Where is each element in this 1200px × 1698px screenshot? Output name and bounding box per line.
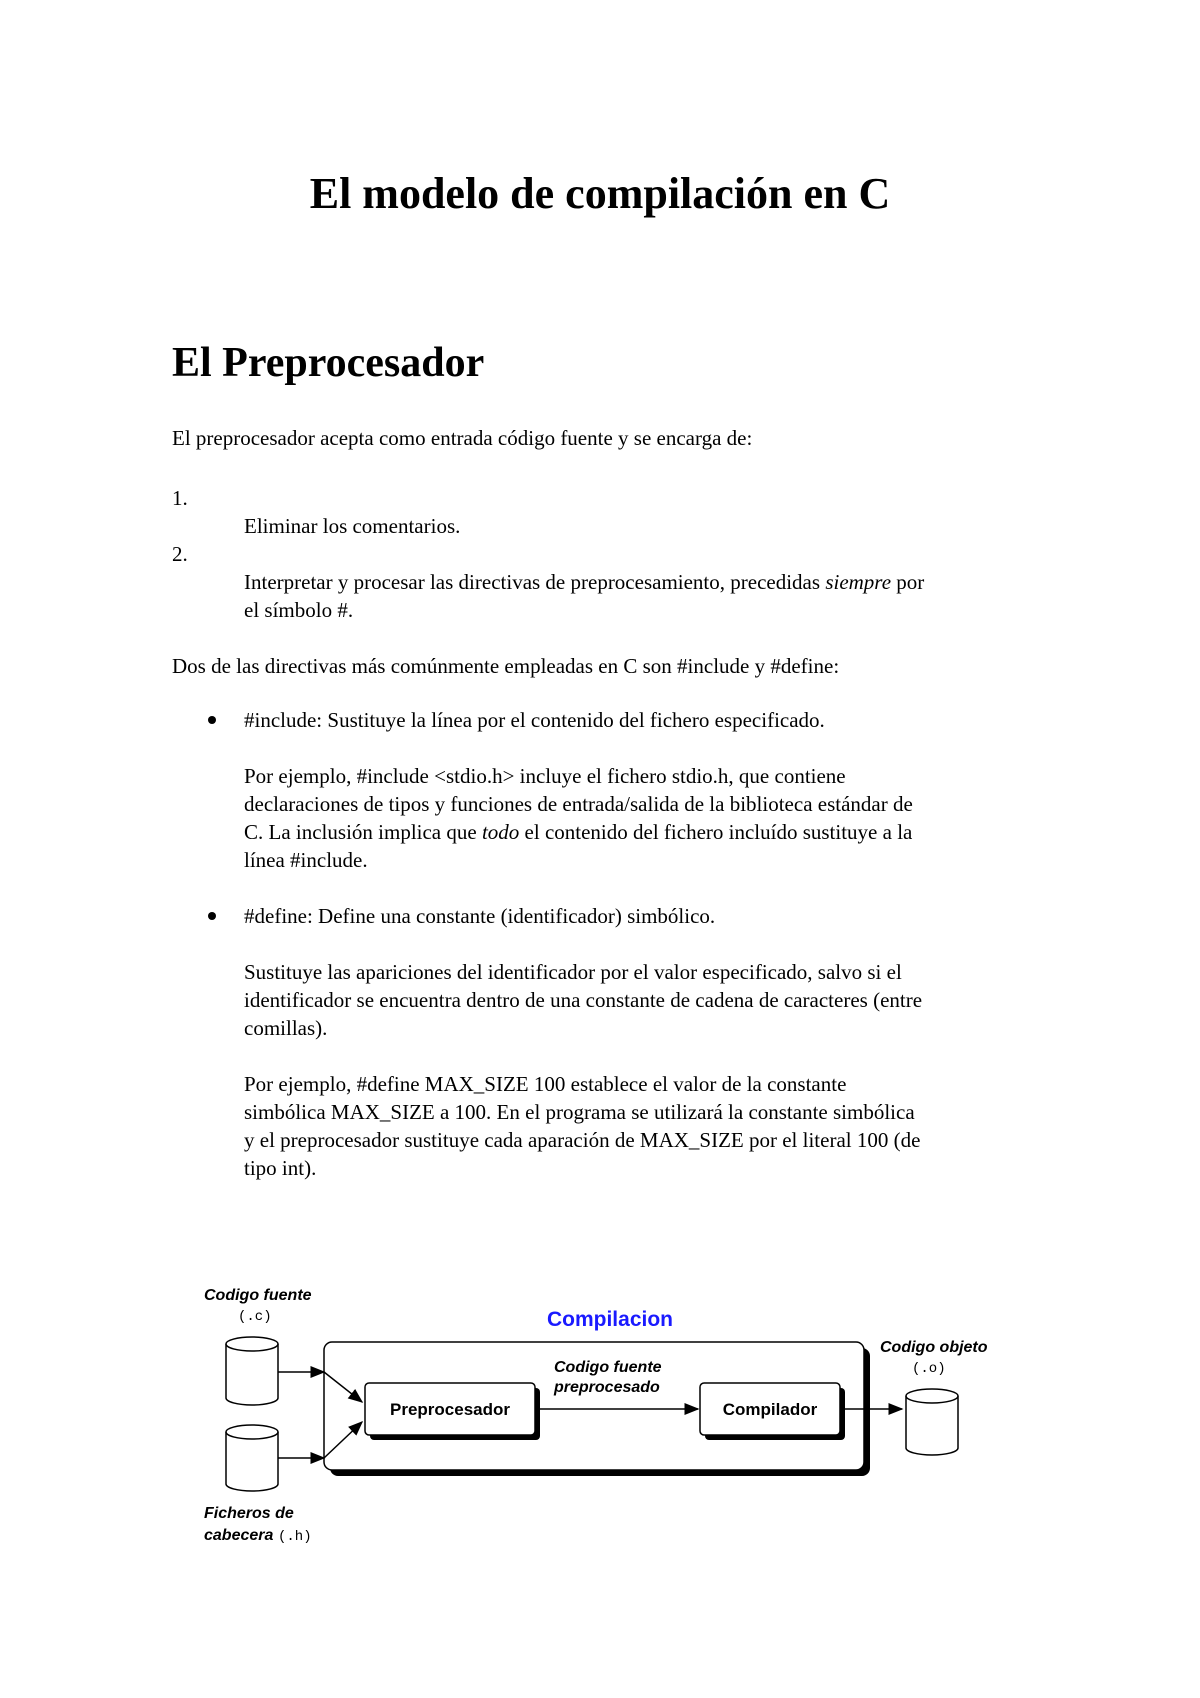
bullet-include — [208, 716, 216, 724]
intro-paragraph: El preprocesador acepta como entrada código fuente y se encarga de: — [172, 426, 753, 450]
list-number-1: 1. — [172, 486, 188, 510]
include-example-line1: Por ejemplo, #include <stdio.h> incluye el fichero stdio.h, que contiene — [244, 764, 846, 788]
list-item-2-line2: el símbolo #. — [244, 598, 354, 622]
list-number-2: 2. — [172, 542, 188, 566]
preprocessor-label: Preprocesador — [390, 1400, 510, 1419]
preprocessed-label-line1: Codigo fuente — [554, 1359, 662, 1376]
include-example-line4: línea #include. — [244, 848, 368, 872]
preprocessed-label-line2: preprocesado — [554, 1379, 660, 1396]
headers-label-line1: Ficheros de — [204, 1505, 294, 1522]
define-line: #define: Define una constante (identificador) simbólico. — [244, 904, 716, 928]
list-item-1: Eliminar los comentarios. — [244, 514, 461, 538]
define-example-line2: simbólica MAX_SIZE a 100. En el programa se utilizará la constante simbólica — [244, 1100, 915, 1124]
define-desc-line2: identificador se encuentra dentro de una constante de cadena de caracteres (entre — [244, 988, 923, 1012]
define-example-line4: tipo int). — [244, 1156, 317, 1180]
page-title: El modelo de compilación en C — [309, 169, 891, 218]
source-label: Codigo fuente — [204, 1287, 312, 1304]
headers-extension: (.h) — [278, 1529, 312, 1545]
include-line3-a: C. La inclusión implica que — [244, 820, 482, 844]
emphasis-todo: todo — [481, 820, 520, 844]
headers-label-line2: cabecera — [204, 1527, 274, 1544]
list-item-2 — [244, 568, 1044, 596]
include-line3-b: el contenido del fichero incluído sustituye a la — [519, 820, 913, 844]
define-example-line3: y el preprocesador sustituye cada aparación de MAX_SIZE por el literal 100 (de — [244, 1128, 921, 1152]
object-extension: (.o) — [912, 1361, 946, 1377]
emphasis-siempre: siempre — [825, 570, 892, 594]
section-heading: El Preprocesador — [172, 340, 485, 386]
include-example-line3 — [244, 818, 1044, 846]
list-item-2-text: Interpretar y procesar las directivas de preprocesamiento, precedidas — [244, 570, 826, 594]
bullet-define — [208, 912, 216, 920]
header-files-cylinder — [226, 1425, 278, 1491]
define-desc-line1: Sustituye las apariciones del identificador por el valor especificado, salvo si el — [244, 960, 902, 984]
compiler-label: Compilador — [722, 1400, 818, 1419]
object-file-cylinder — [906, 1389, 958, 1455]
define-example-line1: Por ejemplo, #define MAX_SIZE 100 establece el valor de la constante — [244, 1072, 847, 1096]
diagram-title: Compilacion — [546, 1308, 674, 1331]
define-desc-line3: comillas). — [244, 1016, 328, 1040]
directives-intro: Dos de las directivas más comúnmente empleadas en C son #include y #define: — [172, 654, 840, 678]
object-label: Codigo objeto — [880, 1339, 988, 1356]
compilation-diagram — [190, 1278, 990, 1548]
include-example-line2: declaraciones de tipos y funciones de entrada/salida de la biblioteca estándar de — [244, 792, 913, 816]
source-file-cylinder — [226, 1337, 278, 1405]
include-line: #include: Sustituye la línea por el contenido del fichero especificado. — [244, 708, 825, 732]
source-extension: (.c) — [238, 1309, 272, 1325]
list-item-2-text-after: por — [891, 570, 925, 594]
